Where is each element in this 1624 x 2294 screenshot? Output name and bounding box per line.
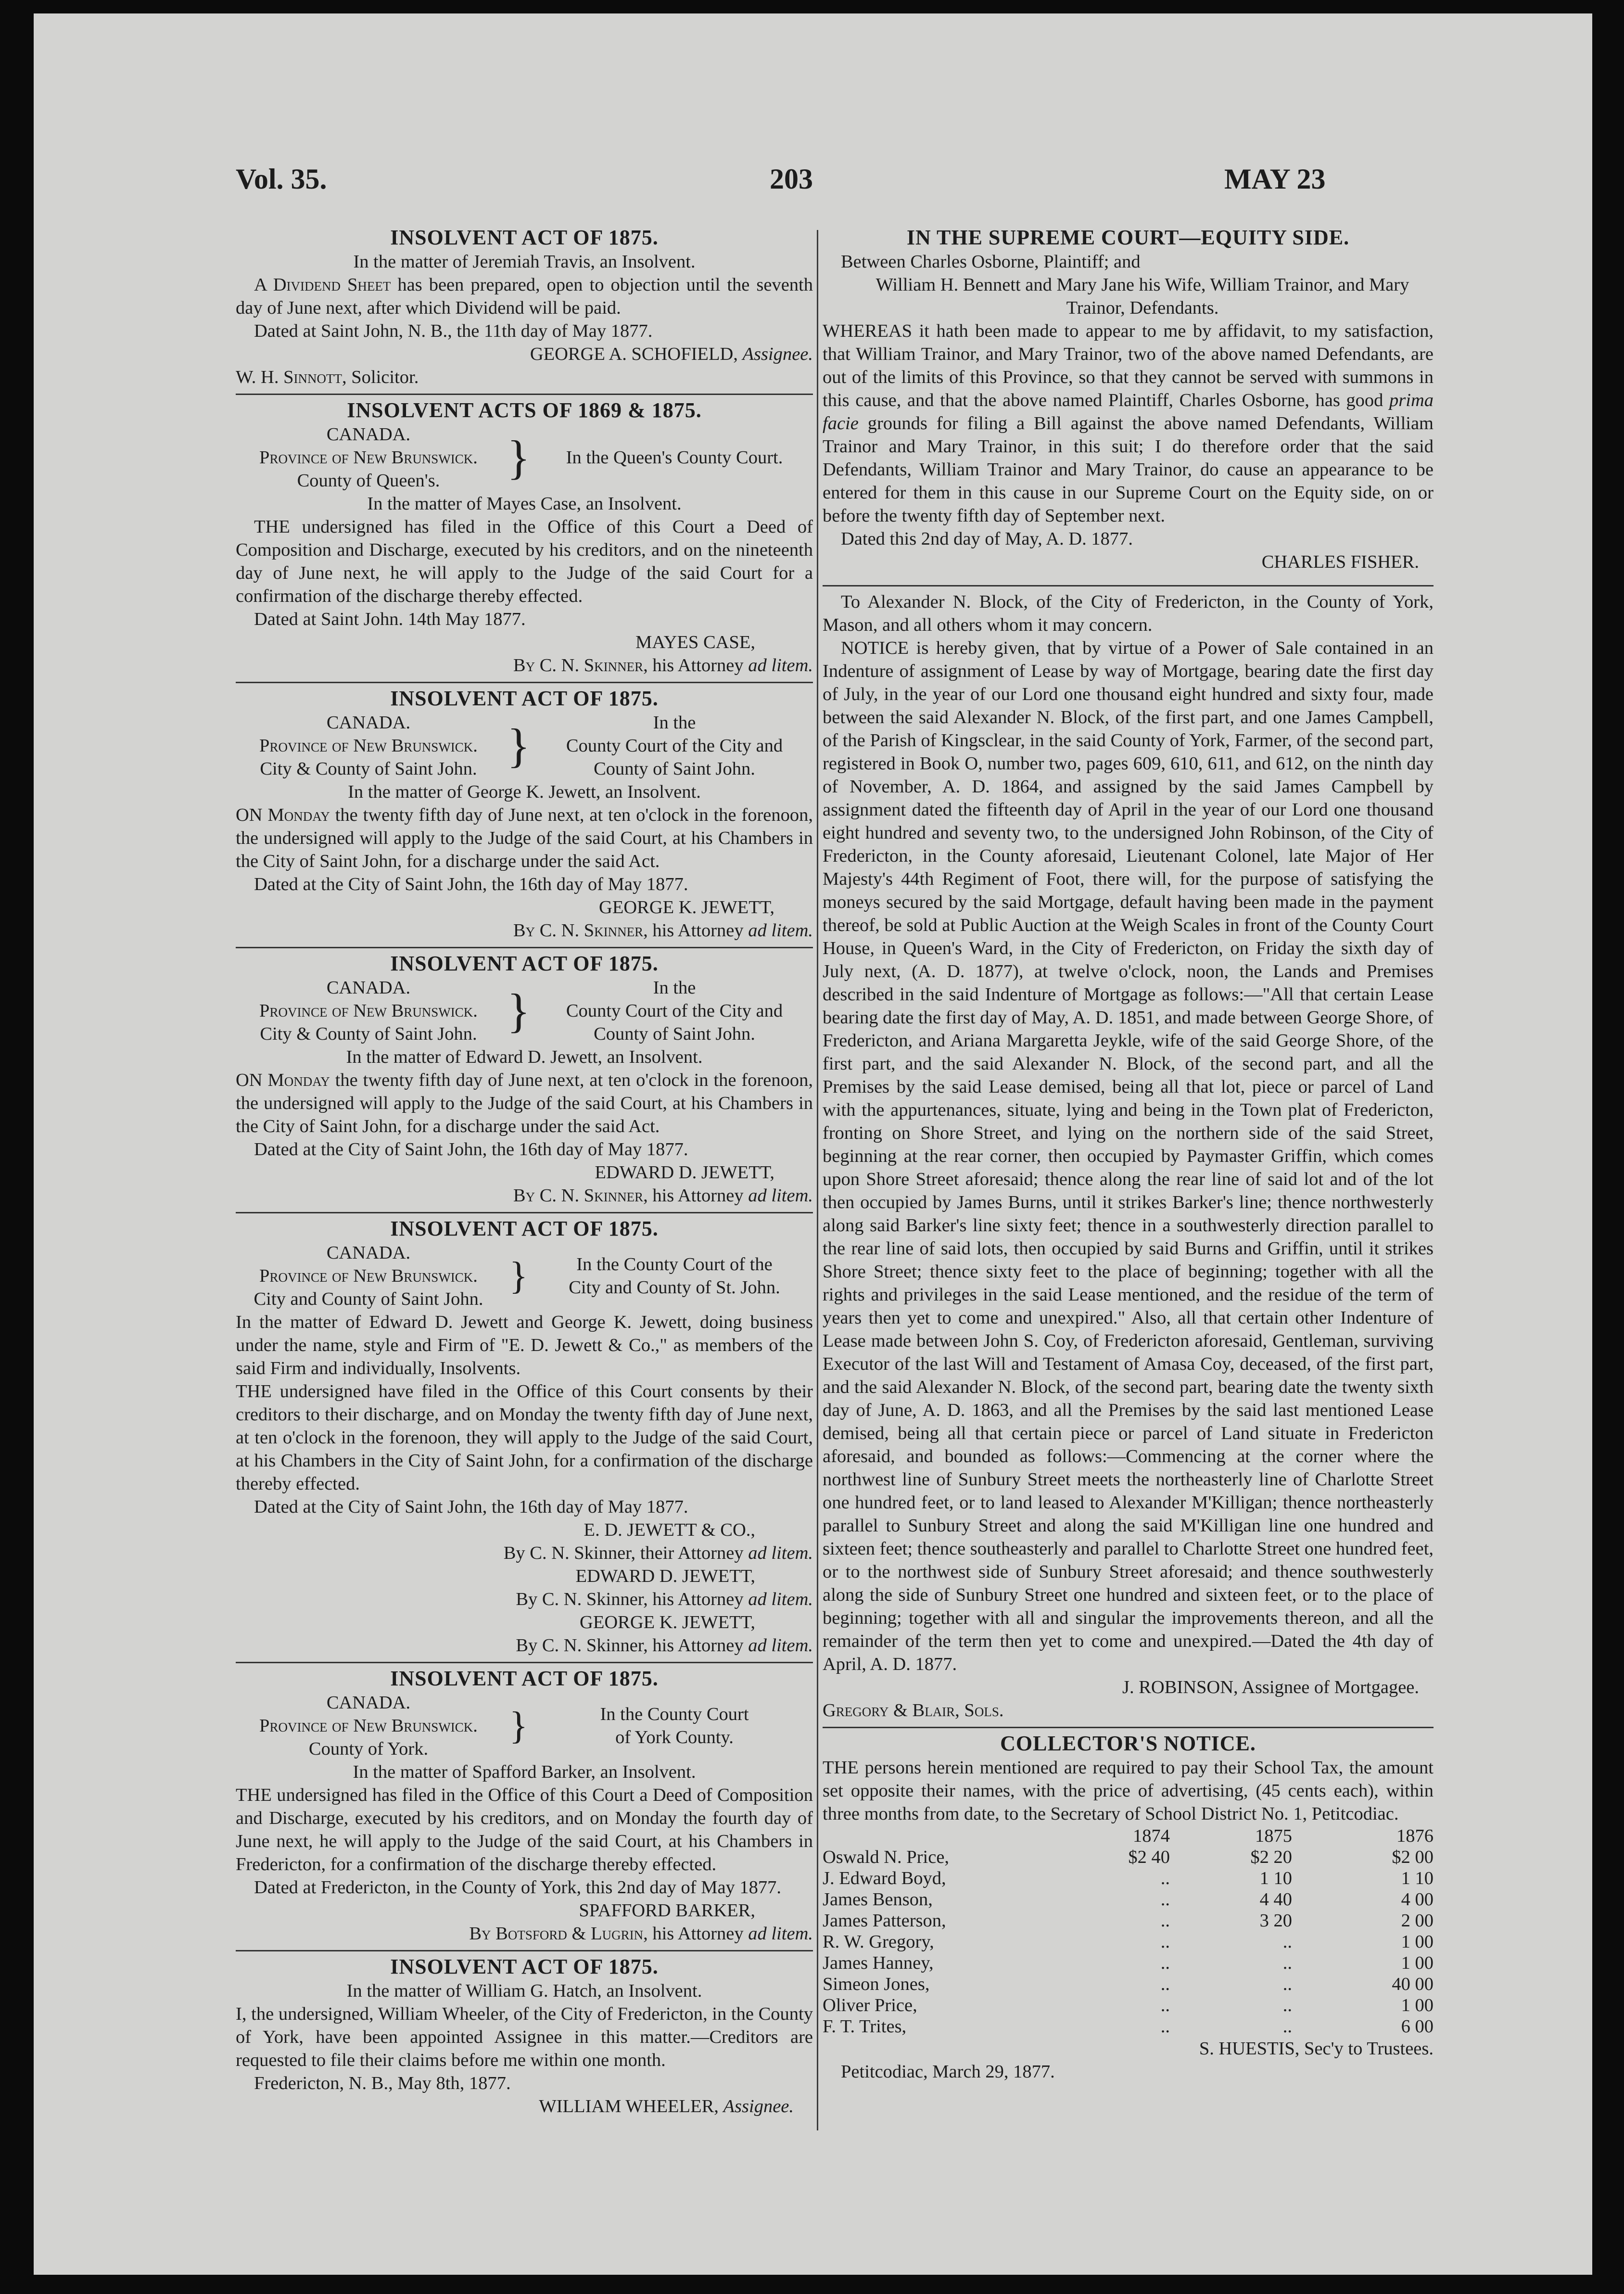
attorney-by: By C. N. Skinner, [513,655,648,675]
parties-plaintiff: Between Charles Osborne, Plaintiff; and [841,252,1141,272]
court-label-1: In the County Court [600,1704,749,1724]
notice-divider [236,394,813,395]
attorney-role: his Attorney [652,920,744,941]
court-label-1: In the [653,978,696,998]
notice-signature-1: E. D. JEWETT & CO., [584,1520,755,1540]
notice-divider [236,1950,813,1951]
tax-1876: 1 00 [1401,1932,1434,1952]
court-label: In the Queen's County Court. [566,447,783,468]
notice-signature: CHARLES FISHER. [1261,552,1419,572]
ad-litem: ad litem. [748,1543,813,1563]
notice-dated: Dated this 2nd day of May, A. D. 1877. [841,529,1133,549]
tax-1875: 3 20 [1259,1911,1292,1931]
tax-name: James Hanney, [823,1953,934,1973]
notice-title: INSOLVENT ACTS OF 1869 & 1875. [347,398,702,422]
notice-divider [236,1212,813,1213]
attorney-by: By C. N. Skinner, [513,920,648,941]
volume-label: Vol. 35. [236,163,327,195]
brace-glyph: } [507,719,530,772]
left-column [236,225,813,2118]
notice-title: INSOLVENT ACT OF 1875. [390,952,659,975]
notice-body: I, the undersigned, William Wheeler, of the City of Fredericton, in the County of York, have been appointed Assignee in this matter.—Creditors are requested to file their claims before me within one month. [236,2004,813,2070]
ad-litem: ad litem. [748,1924,813,1944]
ad-litem: ad litem. [748,655,813,675]
parties-defendants: William H. Bennett and Mary Jane his Wife, William Trainor, and Mary Trainor, Defendants. [875,275,1409,318]
ad-litem: ad litem. [748,1589,813,1609]
county-label: County of Queen's. [297,471,440,491]
notice-signature: MAYES CASE, [635,632,755,652]
province-label: Province of New Brunswick. [259,447,478,468]
notice-dated: Dated at Fredericton, in the County of York, this 2nd day of May 1877. [254,1877,782,1898]
tax-1876: 1 10 [1401,1868,1434,1888]
table-row [823,1931,1434,1952]
notice-divider [236,682,813,683]
tax-table [823,1825,1434,2037]
tax-1875: .. [1282,1932,1292,1952]
attorney-by: By Botsford & Lugrin, [469,1924,648,1944]
county-label: City & County of Saint John. [260,759,477,779]
notice-dated: Dated at the City of Saint John, the 16th day of May 1877. [254,874,688,894]
court-caption [236,976,813,1045]
tax-name: F. T. Trites, [823,2016,907,2037]
court-caption [236,423,813,492]
ad-litem: ad litem. [748,1185,813,1206]
canada-label: CANADA. [326,713,411,733]
right-column [823,225,1434,2083]
brace-glyph: } [507,984,530,1037]
notice-jewett-co [236,1217,813,1657]
notice-signature-3: GEORGE K. JEWETT, [580,1612,755,1632]
tax-1874: .. [1160,1911,1170,1931]
notice-body: THE undersigned has filed in the Office of this Court a Deed of Composition and Discharge, executed by his creditors, and on the nineteenth day of June next, he will apply to the Judge of the said Court for a confirmation of the discharge thereby effected. [236,517,813,606]
tax-1874: .. [1160,1953,1170,1973]
year-header: 1875 [1255,1826,1292,1846]
notice-signature-2: EDWARD D. JEWETT, [575,1566,755,1586]
tax-name: Simeon Jones, [823,1974,930,1994]
notice-mortgage-sale [823,590,1434,1722]
attorney-by: By C. N. Skinner, [513,1185,648,1206]
notice-title: IN THE SUPREME COURT—EQUITY SIDE. [906,226,1350,249]
attorney-role: his Attorney [652,655,744,675]
table-row [823,1995,1434,2016]
notice-dated: Dated at Saint John. 14th May 1877. [254,609,526,629]
tax-name: Oswald N. Price, [823,1847,950,1867]
court-caption [236,1691,813,1760]
notice-collector [823,1732,1434,2083]
county-label: City and County of Saint John. [254,1289,483,1309]
tax-1876: 6 00 [1401,2016,1434,2037]
tax-1874: .. [1160,1995,1170,2015]
attorney-role: his Attorney [652,1185,744,1206]
province-label: Province of New Brunswick. [259,1001,478,1021]
notice-body: the twenty fifth day of June next, at ten o'clock in the forenoon, the undersigned will apply to the Judge of the said Court, at his Chambers in the City of Saint John, for a discharge under the said Act. [236,1070,813,1136]
notice-signature: WILLIAM WHEELER, [539,2096,719,2116]
tax-1874: $2 40 [1128,1847,1170,1867]
notice-body: THE persons herein mentioned are required to pay their School Tax, the amount set opposite their names, with the price of advertising, (45 cents each), within three months from date, to the Secretary of School District No. 1, Petitcodiac. [823,1758,1434,1824]
tax-1874: .. [1160,1868,1170,1888]
notice-matter: In the matter of George K. Jewett, an Insolvent. [348,782,701,802]
tax-1876: 4 00 [1401,1889,1434,1910]
notice-title: INSOLVENT ACT OF 1875. [390,226,659,249]
court-label-2: County Court of the City and [566,736,783,756]
tax-1875: .. [1282,1974,1292,1994]
county-label: County of York. [308,1739,429,1759]
court-caption [236,1241,813,1311]
attorney-2: By C. N. Skinner, his Attorney [516,1589,744,1609]
notice-body-lead: A Dividend Sheet [254,275,391,295]
notice-george-jewett [236,687,813,942]
county-label: City & County of Saint John. [260,1024,477,1044]
notice-equity [823,226,1434,574]
attorney-1: By C. N. Skinner, their Attorney [503,1543,744,1563]
attorney-role: his Attorney [652,1924,744,1944]
notice-title: INSOLVENT ACT OF 1875. [390,1955,659,1978]
notice-mayes-case [236,399,813,677]
notice-signature: J. ROBINSON, Assignee of Mortgagee. [1122,1677,1419,1697]
notice-body-2: grounds for filing a Bill against the above named Defendants, William Trainor and Mary Trainor, in this suit; I do therefore order that the said Defendants, William Trainor and Mary Trainor, do cause an appearance to be entered for them in this cause in our Supreme Court on the Equity side, on or before the twenty fifth day of September next. [823,413,1434,526]
tax-1876: 40 00 [1392,1974,1434,1994]
table-row [823,2016,1434,2037]
court-label-3: County of Saint John. [594,759,755,779]
tax-1876: 2 00 [1401,1911,1434,1931]
tax-1875: .. [1282,2016,1292,2037]
notice-spafford-barker [236,1667,813,1945]
notice-divider [823,585,1434,586]
notice-body-1: WHEREAS it hath been made to appear to me by affidavit, to my satisfaction, that William Trainor, and Mary Trainor, two of the above named Defendants, are out of the limits of this Province, so that they cannot be served with summons in this cause, and that the above named Plaintiff, Charles Osborne, has good [823,321,1434,410]
tax-1875: .. [1282,1953,1292,1973]
tax-name: Oliver Price, [823,1995,917,2015]
brace-glyph: } [509,1705,528,1747]
table-row [823,1847,1434,1868]
tax-1874: .. [1160,1932,1170,1952]
notice-body: has been prepared, open to objection until the seventh day of June next, after which Dividend will be paid. [236,275,813,318]
notice-divider [236,1662,813,1663]
notice-signature: GEORGE A. SCHOFIELD, [530,344,738,364]
court-label-2: City and County of St. John. [569,1277,780,1298]
notice-body-lead: ON Monday [236,805,330,825]
notice-place-date: Petitcodiac, March 29, 1877. [841,2062,1055,2082]
notice-solicitors: Gregory & Blair, Sols. [823,1700,1004,1720]
tax-1874: .. [1160,1889,1170,1910]
tax-name: James Benson, [823,1889,933,1910]
canada-label: CANADA. [326,1243,411,1263]
table-row [823,1952,1434,1974]
notice-title: COLLECTOR'S NOTICE. [1000,1732,1256,1755]
notice-travis [236,226,813,389]
notice-address: To Alexander N. Block, of the City of Fredericton, in the County of York, Mason, and all others whom it may concern. [823,592,1434,635]
court-label-2: County Court of the City and [566,1001,783,1021]
notice-body: the twenty fifth day of June next, at ten o'clock in the forenoon, the undersigned will apply to the Judge of the said Court, at his Chambers in the City of Saint John, for a discharge under the said Act. [236,805,813,871]
tax-name: James Patterson, [823,1911,946,1931]
notice-matter: In the matter of Jeremiah Travis, an Insolvent. [353,252,696,272]
notice-dated: Dated at Saint John, N. B., the 11th day of May 1877. [254,321,653,341]
notice-dated: Fredericton, N. B., May 8th, 1877. [254,2073,511,2093]
solicitor-name: W. H. Sinnott, [236,367,347,387]
notice-body: NOTICE is hereby given, that by virtue of a Power of Sale contained in an Indenture of assignment of Lease by way of Mortgage, bearing date the first day of July, in the year of our Lord one thousand eight hundred and sixty four, made between the said Alexander N. Block, of the first part, and one James Campbell, of the Parish of Kingsclear, in the said County of York, Farmer, of the second part, registered in Book O, number two, pages 609, 610, 611, and 612, on the ninth day of November, A. D. 1864, and assigned by the said James Campbell by assignment dated the fifteenth day of April in the year of our Lord one thousand eight hundred and seventy two, to the undersigned John Robinson, of the City of Fredericton, in the County aforesaid, Lieutenant Colonel, late Major of Her Majesty's 44th Regiment of Foot, there will, for the purpose of satisfying the moneys secured by the said Mortgage, default having been made in the payment thereof, be sold at Public Auction at the Weigh Scales in front of the County Court House, in Queen's Ward, in the City of Fredericton, on Friday the sixth day of July next, (A. D. 1877), at twelve o'clock, noon, the Lands and Premises described in the said Indenture of Mortgage as follows:—"All that certain Lease bearing date the first day of May, A. D. 1851, and made between George Shore, of Fredericton, and Ariana Margaretta Jeykle, wife of the said George Shore, of the first part, and the said Alexander N. Block, of the second part, and all the Premises by the said Lease demised, being all that lot, piece or parcel of Land with the appurtenances, situate, lying and being in the Town plat of Fredericton, fronting on Shore Street, and lying on the northern side of the said Street, beginning at the rear corner, then occupied by Paymaster Griffin, which comes upon Shore Street aforesaid; thence along the rear line of said lot and of the lot then occupied by James Burns, until it strikes Barker's line; thence northwesterly along said Barker's line sixty feet; thence in a southwesterly direction parallel to the rear line of said lots, then occupied by said Burns and Griffin, until it strikes Shore Street; thence sixty feet to the place of beginning; together with all the rights and privileges in the said Lease mentioned, and the residue of the term of years then yet to come and unexpired." Also, all that certain other Indenture of Lease made between John S. Coy, of Fredericton aforesaid, Gentleman, surviving Executor of the last Will and Testament of Amasa Coy, deceased, of the first part, and the said Alexander N. Block, of the second part, bearing date the twenty sixth day of June, A. D. 1863, and all the Premises by the said last mentioned Lease demised, being all that certain piece or parcel of Land situate in Fredericton aforesaid, and bounded as follows:—Commencing at the corner where the northwest line of Sunbury Street meets the northeasterly line of Charlotte Street one hundred feet, or to land leased to Alexander M'Killigan; thence northeasterly parallel to Sunbury Street and along the said M'Killigan line one hundred and sixteen feet; thence southeasterly and parallel to Charlotte Street one hundred feet, or to the northwest side of Sunbury Street aforesaid; and thence southwesterly along the side of Sunbury Street one hundred and sixteen feet, or to the place of beginning; together with all and singular the improvements thereon, and all the remainder of the term then yet to come and unexpired.—Dated the 4th day of April, A. D. 1877. [823,638,1434,1674]
year-header: 1874 [1133,1826,1170,1846]
court-label-1: In the [653,713,696,733]
tax-1875: 1 10 [1259,1868,1292,1888]
notice-matter: In the matter of Spafford Barker, an Insolvent. [353,1762,696,1782]
notice-title: INSOLVENT ACT OF 1875. [390,1217,659,1240]
signature-role: Assignee. [742,344,813,364]
province-label: Province of New Brunswick. [259,736,478,756]
notice-dated: Dated at the City of Saint John, the 16th day of May 1877. [254,1139,688,1160]
notice-signature: S. HUESTIS, Sec'y to Trustees. [1199,2039,1434,2059]
notice-dated: Dated at the City of Saint John, the 16th day of May 1877. [254,1497,688,1517]
year-header: 1876 [1396,1826,1434,1846]
canada-label: CANADA. [326,978,411,998]
province-label: Province of New Brunswick. [259,1266,478,1286]
notice-matter: In the matter of Edward D. Jewett and George K. Jewett, doing business under the name, style and Firm of "E. D. Jewett & Co.," as members of the said Firm and individually, Insolvents. [236,1312,813,1378]
notice-title: INSOLVENT ACT OF 1875. [390,1667,659,1690]
notice-signature: GEORGE K. JEWETT, [599,897,774,918]
tax-1874: .. [1160,2016,1170,2037]
canada-label: CANADA. [326,424,411,445]
tax-1874: .. [1160,1974,1170,1994]
tax-1875: $2 20 [1250,1847,1292,1867]
tax-1876: $2 00 [1392,1847,1434,1867]
signature-role: Assignee. [723,2096,794,2116]
court-label-1: In the County Court of the [576,1254,773,1274]
attorney-3: By C. N. Skinner, his Attorney [516,1635,744,1656]
table-header-row [823,1825,1434,1847]
prima-facie: prima facie [823,390,1434,433]
province-label: Province of New Brunswick. [259,1716,478,1736]
table-row [823,1889,1434,1910]
ad-litem: ad litem. [748,1635,813,1656]
table-row [823,1868,1434,1889]
tax-name: R. W. Gregory, [823,1932,934,1952]
notice-matter: In the matter of Edward D. Jewett, an Insolvent. [346,1047,703,1067]
newspaper-page [34,13,1592,2275]
court-caption [236,711,813,780]
notice-body-lead: ON Monday [236,1070,330,1090]
notice-divider [823,1727,1434,1728]
notice-signature: SPAFFORD BARKER, [579,1900,755,1921]
ad-litem: ad litem. [748,920,813,941]
issue-date: MAY 23 [1224,163,1326,195]
court-label-3: County of Saint John. [594,1024,755,1044]
column-divider [817,230,818,2130]
table-row [823,1974,1434,1995]
page-number: 203 [770,163,813,195]
notice-body: THE undersigned has filed in the Office of this Court a Deed of Composition and Discharge, executed by his creditors, and on Monday the fourth day of June next, he will apply to the Judge of the said Court, at his Chambers in Fredericton, for a confirmation of the discharge thereby effected. [236,1785,813,1874]
notice-divider [236,947,813,948]
notice-hatch [236,1955,813,2118]
tax-1875: 4 40 [1259,1889,1292,1910]
court-label-2: of York County. [615,1727,734,1747]
table-row [823,1910,1434,1931]
canada-label: CANADA. [326,1693,411,1713]
tax-1876: 1 00 [1401,1953,1434,1973]
notice-body: THE undersigned have filed in the Office of this Court consents by their creditors to their discharge, and on Monday the twenty fifth day of June next, at ten o'clock in the forenoon, they will apply to the Judge of the said Court, at his Chambers in the City of Saint John, for a confirmation of the discharge thereby effected. [236,1381,813,1494]
tax-1876: 1 00 [1401,1995,1434,2015]
notice-title: INSOLVENT ACT OF 1875. [390,687,659,710]
tax-name: J. Edward Boyd, [823,1868,946,1888]
notice-edward-jewett [236,952,813,1207]
brace-glyph: } [507,431,530,484]
notice-matter: In the matter of William G. Hatch, an Insolvent. [346,1981,702,2001]
brace-glyph: } [509,1255,528,1297]
notice-matter: In the matter of Mayes Case, an Insolvent. [367,494,682,514]
tax-1875: .. [1282,1995,1292,2015]
solicitor-role: Solicitor. [351,367,419,387]
notice-signature: EDWARD D. JEWETT, [595,1162,774,1183]
